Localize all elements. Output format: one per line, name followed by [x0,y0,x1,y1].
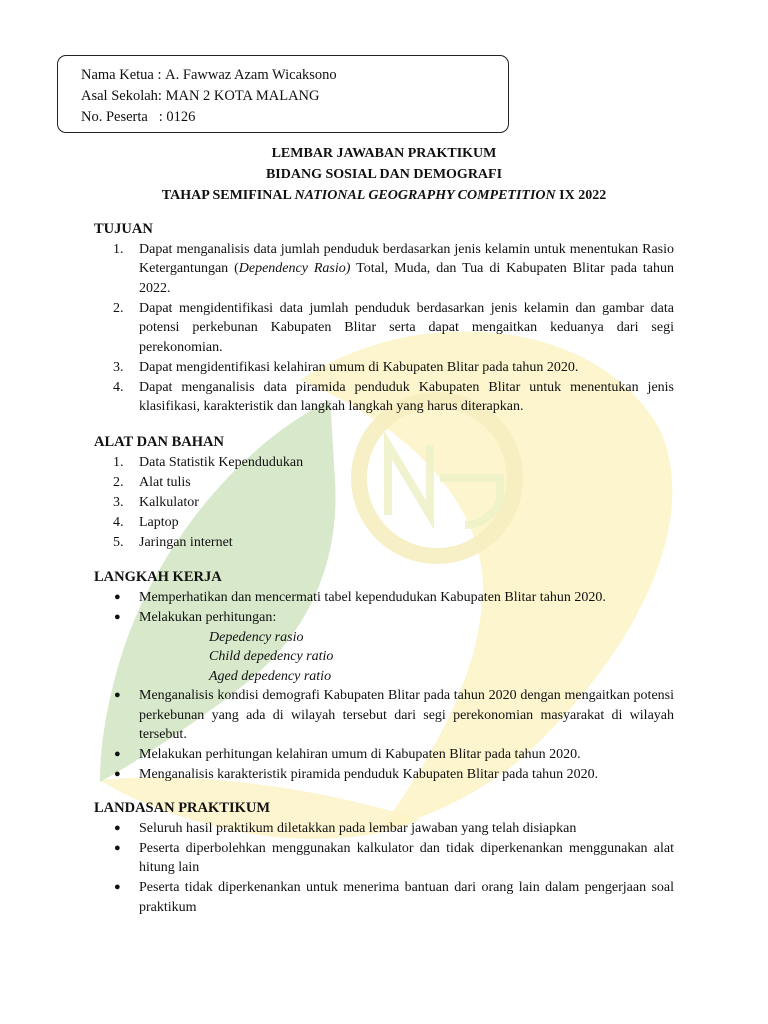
bullet-icon: ● [114,591,121,603]
section-alat-bahan [94,432,674,553]
section-landasan-praktikum [94,798,674,918]
bullet-icon: ● [114,689,121,702]
list-item [94,878,674,917]
item-text: Dapat mengidentifikasi data jumlah penduduk berdasarkan jenis kelamin dan gambar data potensi perkebunan Kabupaten Blitar serta dapat mengaitkan keduanya dari segi perekonomian. [139,300,674,355]
item-number: 2. [113,300,124,316]
item-text: Jaringan internet [139,535,233,550]
value-no-peserta: 0126 [166,109,196,125]
tujuan-list [94,240,674,416]
item-text: Menganalisis kondisi demografi Kabupaten Blitar pada tahun 2020 dengan mengaitkan potensi perkebunan yang ada di wilayah tersebut dari segi perekonomian masyarakat di wilayah tersebut. [139,688,674,743]
sub-item: Aged depedency ratio [209,668,332,684]
section-tujuan [94,219,674,417]
title-line-2: BIDANG SOSIAL DAN DEMOGRAFI [265,167,503,182]
bullet-icon: ● [114,768,121,781]
participant-row-number [81,107,508,128]
item-number: 2. [113,475,124,490]
participant-row-school [81,86,508,107]
item-text: Memperhatikan dan mencermati tabel kependudukan Kabupaten Blitar tahun 2020. [139,590,606,605]
item-number: 4. [113,379,124,395]
item-text: Melakukan perhitungan: [139,610,277,625]
label-asal-sekolah: Asal Sekolah [81,88,158,104]
participant-box [57,55,509,133]
list-item [94,358,674,377]
list-item [94,839,674,878]
label-no-peserta: No. Peserta [81,109,148,125]
bullet-icon: ● [114,842,121,854]
item-text: Peserta diperbolehkan menggunakan kalkulator dan tidak diperkenankan menggunakan alat hitung lain [139,841,674,876]
item-text: Laptop [139,515,179,530]
item-number: 3. [113,359,124,375]
heading-tujuan: TUJUAN [94,221,153,237]
list-item [94,513,674,532]
sep: : [157,88,166,104]
item-text: Total, Muda, dan Tua di Kabupaten Blitar pada tahun 2022. [139,261,675,296]
document-title [0,143,768,206]
list-item [94,240,674,298]
list-item [94,473,674,492]
title-line-1: LEMBAR JAWABAN PRAKTIKUM [271,146,497,161]
section-langkah-kerja [94,567,674,785]
item-number: 1. [113,455,124,470]
item-number: 4. [113,515,124,530]
item-text: Kalkulator [139,495,199,510]
sub-item: Depedency rasio [209,630,304,645]
item-text: Peserta tidak diperkenankan untuk menerima bantuan dari orang lain dalam pengerjaan soal praktikum [139,880,674,915]
title-line-3-post: IX 2022 [555,188,607,203]
langkah-list [94,588,674,784]
item-text: Data Statistik Kependudukan [139,455,304,470]
title-line-3-pre: TAHAP SEMIFINAL [161,188,295,203]
label-nama-ketua: Nama Ketua [81,67,154,83]
list-item [94,686,674,744]
bullet-icon: ● [114,611,121,623]
landasan-list [94,819,674,917]
participant-row-name [81,65,508,86]
bullet-icon: ● [114,881,121,894]
list-item [94,745,674,764]
sep: : [153,67,166,83]
list-item [94,299,674,357]
heading-alat-bahan: ALAT DAN BAHAN [94,434,224,450]
item-number: 3. [113,495,124,510]
item-text: Menganalisis karakteristik piramida penduduk Kabupaten Blitar pada tahun 2020. [139,767,599,783]
sep: : [147,109,167,125]
bullet-icon: ● [114,748,121,761]
list-item [94,819,674,838]
sub-item: Child depedency ratio [209,649,334,665]
list-item [94,765,674,784]
value-nama-ketua: A. Fawwaz Azam Wicaksono [165,67,337,83]
item-text: Alat tulis [139,475,191,490]
item-text: Dapat menganalisis data jumlah penduduk berdasarkan jenis kelamin untuk menentukan Rasio Ketergantungan ( [139,242,674,277]
list-item [94,533,674,552]
item-number: 5. [113,535,124,550]
alat-list [94,453,674,552]
title-line-3 [0,185,768,206]
list-item [94,493,674,512]
heading-landasan-praktikum: LANDASAN PRAKTIKUM [94,800,271,816]
heading-langkah-kerja: LANGKAH KERJA [94,569,222,585]
bullet-icon: ● [114,822,121,834]
item-text: Dapat menganalisis data piramida penduduk Kabupaten Blitar untuk menentukan jenis klasifikasi, karakteristik dan langkah langkah yang harus diterapkan. [139,379,674,415]
item-text: Melakukan perhitungan kelahiran umum di Kabupaten Blitar pada tahun 2020. [139,747,581,763]
list-item [94,608,674,627]
item-number: 1. [113,242,124,257]
title-line-3-em: NATIONAL GEOGRAPHY COMPETITION [294,188,556,203]
item-text: Seluruh hasil praktikum diletakkan pada lembar jawaban yang telah disiapkan [139,821,577,836]
list-item [94,378,674,417]
value-asal-sekolah: MAN 2 KOTA MALANG [165,88,320,104]
item-text: Dapat mengidentifikasi kelahiran umum di Kabupaten Blitar pada tahun 2020. [139,359,579,375]
list-item [94,588,674,607]
item-text-italic: Dependency Rasio) [238,261,351,277]
list-item [94,453,674,472]
